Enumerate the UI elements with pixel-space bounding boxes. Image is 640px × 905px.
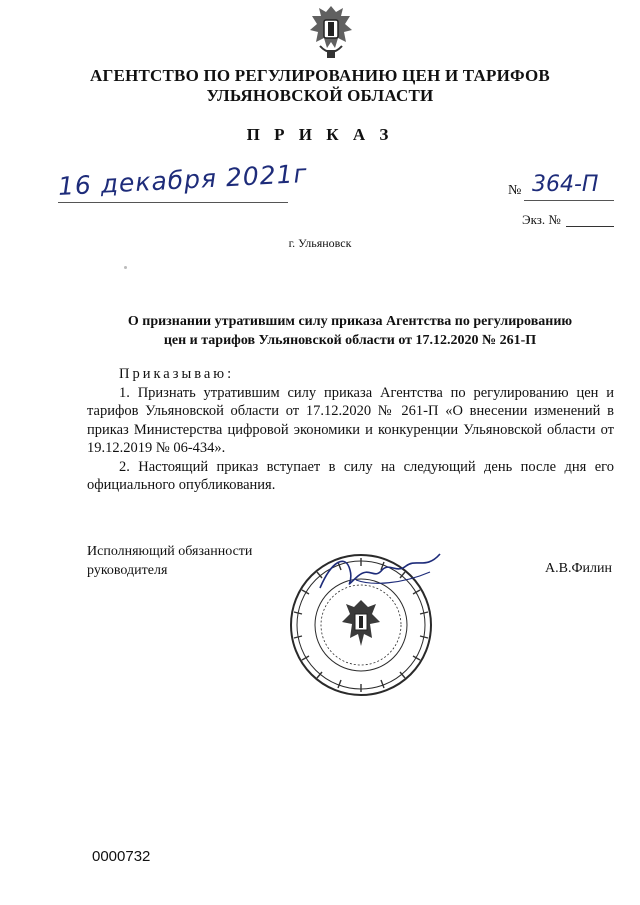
handwritten-signature-icon	[312, 540, 452, 600]
handwritten-date: 16 декабря 2021г	[57, 158, 309, 201]
agency-name-line1: АГЕНТСТВО ПО РЕГУЛИРОВАНИЮ ЦЕН И ТАРИФОВ	[90, 66, 550, 85]
agency-name-line2: УЛЬЯНОВСКОЙ ОБЛАСТИ	[206, 86, 434, 105]
city-line: г. Ульяновск	[288, 236, 352, 250]
decree-word: Приказываю:	[119, 366, 235, 382]
order-subject	[100, 312, 600, 350]
date-underline	[58, 202, 288, 203]
signer-position	[87, 542, 252, 580]
order-number-prefix: №	[508, 183, 522, 198]
signer-name: А.В.Филин	[545, 561, 612, 576]
subject-line2: цен и тарифов Ульяновской области от 17.12.2020 № 261-П	[163, 333, 537, 348]
document-title: П Р И К А З	[246, 125, 394, 144]
number-underline	[524, 200, 614, 201]
scan-speck	[124, 266, 127, 269]
position-line2: руководителя	[87, 563, 168, 578]
position-line1: Исполняющий обязанности	[87, 544, 253, 559]
copy-number-blank	[566, 226, 614, 227]
order-item-2: 2. Настоящий приказ вступает в силу на следующий день после дня его официального опубликования.	[87, 458, 614, 493]
order-body	[87, 365, 614, 495]
copy-number-label: Экз. №	[522, 212, 561, 227]
handwritten-order-number: 364-П	[532, 172, 599, 197]
order-item-1: 1. Признать утратившим силу приказа Агентства по регулированию цен и тарифов Ульяновской области от 17.12.2020 № 261-П «О внесении изменений в приказ Министерства цифровой экономики и конкуренции Ульяновской области от 19.12.2019 № 06-434».	[87, 384, 614, 456]
registration-number: 0000732	[92, 848, 151, 865]
subject-line1: О признании утратившим силу приказа Агентства по регулированию	[127, 314, 573, 329]
coat-of-arms-icon	[300, 2, 362, 64]
